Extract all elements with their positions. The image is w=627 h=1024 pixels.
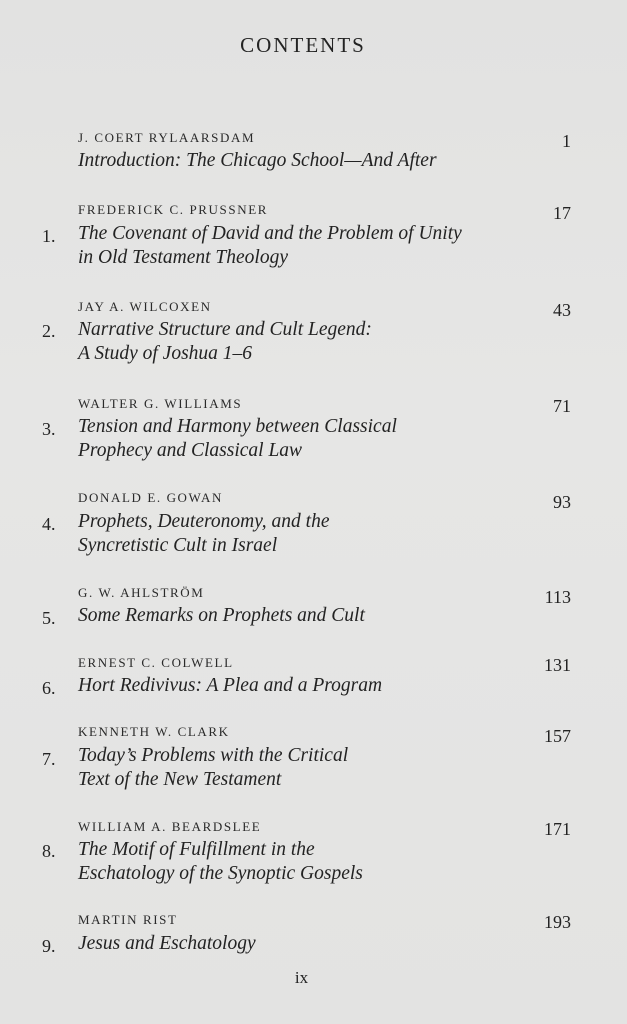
toc-entry bbox=[0, 585, 627, 665]
entry-author: JAY A. WILCOXEN bbox=[78, 299, 212, 314]
entry-author: WALTER G. WILLIAMS bbox=[78, 396, 243, 411]
entry-page: 193 bbox=[544, 912, 571, 932]
toc-entry bbox=[0, 202, 627, 282]
entry-title-line: Some Remarks on Prophets and Cult bbox=[78, 605, 365, 626]
entry-title-line: The Motif of Fulfillment in the bbox=[78, 839, 315, 860]
entry-title-line: The Covenant of David and the Problem of Unity bbox=[78, 223, 462, 244]
entry-author: WILLIAM A. BEARDSLEE bbox=[78, 819, 262, 834]
entry-title bbox=[78, 149, 568, 173]
entry-page: 71 bbox=[553, 396, 571, 416]
entry-page: 43 bbox=[553, 300, 571, 320]
entry-title-line: A Study of Joshua 1–6 bbox=[78, 343, 253, 364]
toc-entry bbox=[0, 724, 627, 804]
entry-number: 8. bbox=[42, 841, 56, 861]
entry-title-line: Today’s Problems with the Critical bbox=[78, 745, 349, 766]
entry-page: 131 bbox=[544, 655, 571, 675]
entry-number: 2. bbox=[42, 321, 56, 341]
entry-title bbox=[78, 604, 568, 628]
entry-page: 171 bbox=[544, 819, 571, 839]
page-title: CONTENTS bbox=[240, 33, 366, 57]
entry-title-line: Eschatology of the Synoptic Gospels bbox=[78, 863, 363, 884]
entry-number: 5. bbox=[42, 608, 56, 628]
entry-title bbox=[78, 838, 568, 886]
entry-title-line: Text of the New Testament bbox=[78, 769, 282, 790]
entry-title-line: Prophecy and Classical Law bbox=[78, 440, 303, 461]
toc-entry bbox=[0, 130, 627, 210]
toc-entry bbox=[0, 819, 627, 899]
entry-title bbox=[78, 744, 568, 792]
entry-author: G. W. AHLSTRÖM bbox=[78, 585, 205, 600]
entry-page: 17 bbox=[553, 203, 571, 223]
entry-page: 1 bbox=[562, 131, 571, 151]
entry-page: 113 bbox=[544, 587, 571, 607]
page-folio: ix bbox=[294, 968, 309, 987]
entry-number: 7. bbox=[42, 749, 56, 769]
entry-title-line: Prophets, Deuteronomy, and the bbox=[78, 511, 330, 532]
entry-number: 6. bbox=[42, 678, 56, 698]
entry-title bbox=[78, 222, 568, 270]
entry-number: 4. bbox=[42, 514, 56, 534]
entry-author: MARTIN RIST bbox=[78, 912, 178, 927]
entry-author: KENNETH W. CLARK bbox=[78, 724, 230, 739]
entry-title bbox=[78, 510, 568, 558]
entry-title-line: Syncretistic Cult in Israel bbox=[78, 535, 278, 556]
entry-title bbox=[78, 932, 568, 956]
entry-title-line: Jesus and Eschatology bbox=[78, 933, 256, 954]
entry-author: ERNEST C. COLWELL bbox=[78, 655, 234, 670]
toc-entry bbox=[0, 299, 627, 379]
entry-title-line: Hort Redivivus: A Plea and a Program bbox=[78, 675, 383, 696]
entry-page: 157 bbox=[544, 726, 571, 746]
entry-title-line: Narrative Structure and Cult Legend: bbox=[78, 319, 372, 340]
entry-title-line: Tension and Harmony between Classical bbox=[78, 416, 397, 437]
entry-number: 9. bbox=[42, 936, 56, 956]
toc-entry bbox=[0, 490, 627, 570]
entry-number: 3. bbox=[42, 419, 56, 439]
entry-page: 93 bbox=[553, 492, 571, 512]
entry-title bbox=[78, 415, 568, 463]
entry-title bbox=[78, 318, 568, 366]
entry-author: FREDERICK C. PRUSSNER bbox=[78, 202, 268, 217]
entry-title bbox=[78, 674, 568, 698]
entry-number: 1. bbox=[42, 226, 56, 246]
entry-title-line: Introduction: The Chicago School—And After bbox=[78, 150, 437, 171]
entry-title-line: in Old Testament Theology bbox=[78, 247, 288, 268]
toc-entry bbox=[0, 655, 627, 735]
entry-author: J. COERT RYLAARSDAM bbox=[78, 130, 256, 145]
entry-author: DONALD E. GOWAN bbox=[78, 490, 223, 505]
toc-entry bbox=[0, 396, 627, 476]
